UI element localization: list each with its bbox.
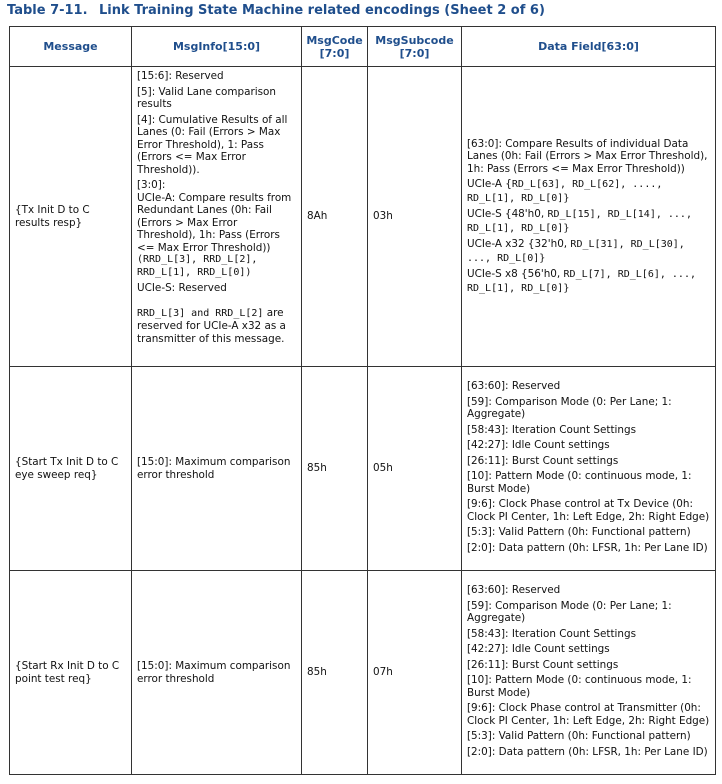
row1-data-label: UCIe-S {48'h0, — [467, 208, 548, 221]
header-msgcode — [302, 27, 368, 67]
row2-datafield — [462, 367, 716, 571]
row2-message: {Start Tx Init D to C eye sweep req} — [10, 367, 132, 571]
row1-msgcode: 8Ah — [302, 67, 368, 367]
header-msgsubcode — [368, 27, 462, 67]
row1-data-label: UCIe-A x32 {32'h0, — [467, 238, 571, 251]
row3-data-line: [58:43]: Iteration Count Settings — [467, 627, 637, 640]
row3-message: {Start Rx Init D to C point test req} — [10, 571, 132, 775]
row2-msgcode: 85h — [302, 367, 368, 571]
row3-datafield — [462, 571, 716, 775]
header-row — [10, 27, 716, 67]
row3-data-line: [59]: Comparison Mode (0: Per Lane; 1: Aggregate) — [467, 599, 672, 624]
row1-msgsubcode: 03h — [368, 67, 462, 367]
row1-data-label: UCIe-S x8 {56'h0, — [467, 268, 564, 281]
row2-data-line: [9:6]: Clock Phase control at Tx Device (0h: Clock PI Center, 1h: Left Edge, 2h: Right Edge) — [467, 498, 710, 523]
row1-msginfo-note-text: are reserved for UCIe-A x32 as a transmitter of this message. — [137, 306, 286, 345]
row2-data-line: [59]: Comparison Mode (0: Per Lane; 1: Aggregate) — [467, 395, 672, 420]
header-msgsubcode-line2: [7:0] — [399, 46, 430, 60]
row3-data-line: [63:60]: Reserved — [467, 584, 561, 596]
row1-data-code: RD_L[7], RD_L[6], ..., RD_L[1], RD_L[0]} — [467, 269, 696, 294]
row1-data-label: UCIe-A { — [467, 178, 512, 191]
row1-msginfo-line: [5]: Valid Lane comparison results — [137, 85, 276, 110]
row2-msgsubcode: 05h — [368, 367, 462, 571]
row2-data-line: [10]: Pattern Mode (0: continuous mode, 1: Burst Mode) — [467, 470, 692, 495]
row1-message: {Tx Init D to C results resp} — [10, 67, 132, 367]
row3-data-line: [5:3]: Valid Pattern (0h: Functional pattern) — [467, 730, 691, 742]
header-message: Message — [10, 27, 132, 67]
row3-msginfo: [15:0]: Maximum comparison error threshold — [132, 571, 302, 775]
row2-data-line: [42:27]: Idle Count settings — [467, 439, 610, 451]
row1-datafield — [462, 67, 716, 367]
header-msginfo: MsgInfo[15:0] — [132, 27, 302, 67]
row3-data-line: [26:11]: Burst Count settings — [467, 658, 619, 671]
row3-data-line: [9:6]: Clock Phase control at Transmitter (0h: Clock PI Center, 1h: Left Edge, 2h: Right Edge) — [467, 702, 710, 727]
row1-msginfo-line: UCIe-A: Compare results from Redundant Lanes (0h: Fail (Errors > Max Error Threshold), 1h: Pass (Errors <= Max Error Threshold)) — [137, 191, 292, 254]
row2-data-line: [2:0]: Data pattern (0h: LFSR, 1h: Per Lane ID) — [467, 541, 708, 554]
row3-data-line: [42:27]: Idle Count settings — [467, 643, 610, 655]
table-row — [10, 571, 716, 775]
table-number: Table 7-11. — [7, 3, 88, 18]
row1-data-code: RD_L[15], RD_L[14], ..., RD_L[1], RD_L[0]} — [467, 209, 692, 234]
row1-data-code: RD_L[63], RD_L[62], ...., RD_L[1], RD_L[0]} — [467, 179, 663, 204]
header-datafield: Data Field[63:0] — [462, 27, 716, 67]
row1-data-line — [467, 268, 710, 295]
row1-msginfo-note-code: RRD_L[3] and RRD_L[2] — [137, 307, 264, 319]
row1-data-line — [467, 178, 710, 205]
row2-data-line: [26:11]: Burst Count settings — [467, 454, 619, 467]
row2-data-line: [5:3]: Valid Pattern (0h: Functional pattern) — [467, 526, 691, 538]
row1-msginfo-note — [137, 307, 296, 346]
row3-data-line: [10]: Pattern Mode (0: continuous mode, 1: Burst Mode) — [467, 674, 692, 699]
row1-msginfo — [132, 67, 302, 367]
row1-data-line — [467, 238, 710, 265]
row1-data-line — [467, 208, 710, 235]
header-msgcode-line1: MsgCode — [306, 33, 363, 47]
row1-msginfo-line: [15:6]: Reserved — [137, 70, 224, 82]
row1-data-line: [63:0]: Compare Results of individual Data Lanes (0h: Fail (Errors > Max Error Threshold), 1h: Pass (Errors <= Max Error Threshold)) — [467, 137, 708, 175]
table-title: Link Training State Machine related encodings (Sheet 2 of 6) — [99, 3, 545, 18]
row1-msginfo-line: [4]: Cumulative Results of all Lanes (0: Fail (Errors > Max Error Threshold), 1: Pass (Errors <= Max Error Threshold)). — [137, 113, 288, 176]
row2-data-line: [63:60]: Reserved — [467, 380, 561, 392]
row1-msginfo-line: [3:0]: — [137, 179, 166, 191]
table-caption — [7, 3, 545, 18]
encodings-table — [9, 26, 716, 775]
row3-msgcode: 85h — [302, 571, 368, 775]
row1-msginfo-line: UCIe-S: Reserved — [137, 282, 227, 294]
row3-data-line: [2:0]: Data pattern (0h: LFSR, 1h: Per Lane ID) — [467, 745, 708, 758]
row2-msginfo: [15:0]: Maximum comparison error threshold — [132, 367, 302, 571]
header-msgcode-line2: [7:0] — [319, 46, 350, 60]
row2-data-line: [58:43]: Iteration Count Settings — [467, 423, 637, 436]
header-msgsubcode-line1: MsgSubcode — [375, 33, 454, 47]
table-row — [10, 67, 716, 367]
table-row — [10, 367, 716, 571]
row1-data-code: RD_L[31], RD_L[30], ..., RD_L[0]} — [467, 239, 685, 264]
row1-msginfo-line: (RRD_L[3], RRD_L[2], RRD_L[1], RRD_L[0]) — [137, 254, 258, 278]
row3-msgsubcode: 07h — [368, 571, 462, 775]
